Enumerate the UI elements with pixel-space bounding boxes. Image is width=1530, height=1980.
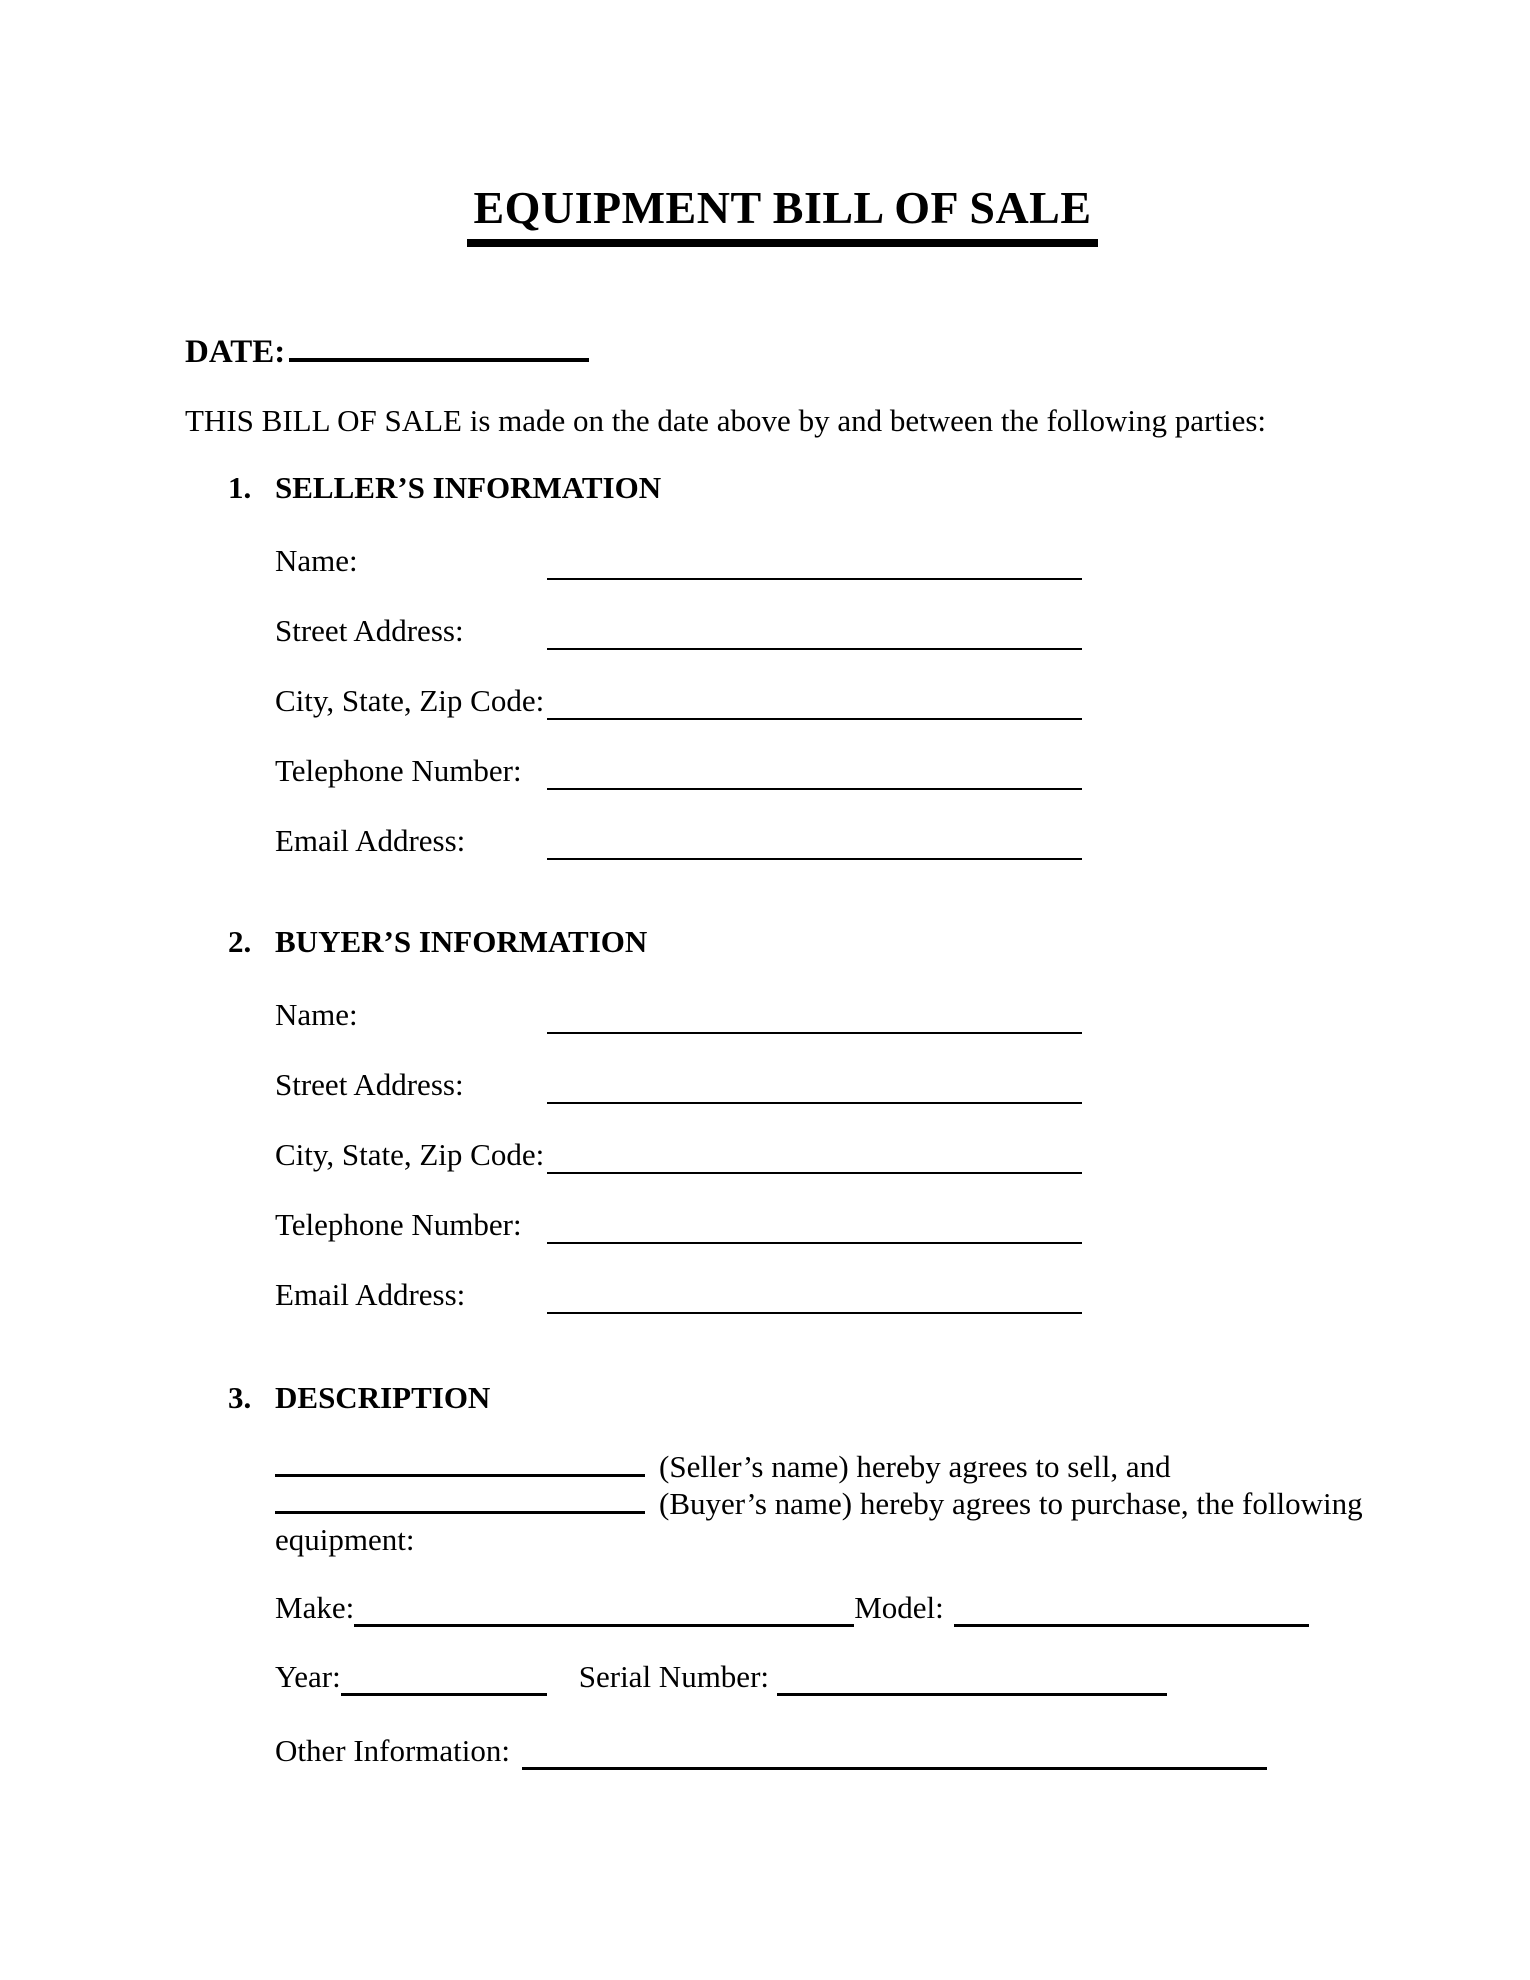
buyer-name-row <box>275 996 1380 1034</box>
seller-email-label: Email Address: <box>275 823 466 859</box>
seller-telephone-row <box>275 752 1380 790</box>
other-information-label: Other Information: <box>275 1733 511 1769</box>
seller-email-input-line[interactable] <box>547 824 1082 860</box>
buyer-telephone-input-line[interactable] <box>547 1208 1082 1244</box>
buyer-name-label: Name: <box>275 997 358 1033</box>
seller-street-row <box>275 612 1380 650</box>
buyer-telephone-label: Telephone Number: <box>275 1207 522 1243</box>
description-section-heading <box>228 1379 1380 1417</box>
year-label: Year: <box>275 1659 341 1695</box>
seller-name-input-line[interactable] <box>547 544 1082 580</box>
seller-street-input-line[interactable] <box>547 614 1082 650</box>
intro-paragraph: THIS BILL OF SALE is made on the date above by and between the following parties: <box>185 403 1267 439</box>
buyer-email-row <box>275 1276 1380 1314</box>
seller-telephone-label: Telephone Number: <box>275 753 522 789</box>
description-equipment-line <box>275 1522 1380 1558</box>
other-information-row <box>275 1732 1380 1770</box>
buyer-email-label: Email Address: <box>275 1277 466 1313</box>
make-model-row <box>275 1589 1380 1627</box>
description-buyer-name-input-line[interactable] <box>275 1485 645 1514</box>
buyer-city-row <box>275 1136 1380 1174</box>
date-row <box>185 328 1380 371</box>
make-input-line[interactable] <box>354 1592 854 1627</box>
seller-section-heading <box>228 469 1380 507</box>
model-label: Model: <box>854 1590 944 1626</box>
seller-telephone-input-line[interactable] <box>547 754 1082 790</box>
buyer-street-input-line[interactable] <box>547 1068 1082 1104</box>
seller-email-row <box>275 822 1380 860</box>
description-paragraph <box>275 1448 1380 1558</box>
document-title-wrap <box>185 180 1380 247</box>
year-input-line[interactable] <box>341 1661 547 1696</box>
seller-section-title: SELLER’S INFORMATION <box>275 470 662 506</box>
buyer-section-number: 2. <box>228 924 252 960</box>
seller-name-row <box>275 542 1380 580</box>
description-section-number: 3. <box>228 1380 252 1416</box>
description-seller-line-text: (Seller’s name) hereby agrees to sell, and <box>659 1449 1171 1485</box>
model-input-line[interactable] <box>954 1592 1309 1627</box>
date-label: DATE: <box>185 334 286 371</box>
buyer-telephone-row <box>275 1206 1380 1244</box>
buyer-street-row <box>275 1066 1380 1104</box>
serial-number-input-line[interactable] <box>777 1661 1167 1696</box>
document-title: EQUIPMENT BILL OF SALE <box>467 180 1097 247</box>
equipment-label: equipment: <box>275 1522 415 1558</box>
seller-section-number: 1. <box>228 470 252 506</box>
buyer-section-title: BUYER’S INFORMATION <box>275 924 648 960</box>
make-label: Make: <box>275 1590 355 1626</box>
other-information-input-line[interactable] <box>522 1735 1267 1770</box>
buyer-city-label: City, State, Zip Code: <box>275 1137 545 1173</box>
seller-city-label: City, State, Zip Code: <box>275 683 545 719</box>
seller-name-label: Name: <box>275 543 358 579</box>
buyer-section-heading <box>228 923 1380 961</box>
description-seller-name-input-line[interactable] <box>275 1448 645 1477</box>
seller-city-row <box>275 682 1380 720</box>
serial-number-label: Serial Number: <box>578 1659 770 1695</box>
description-seller-line <box>275 1448 1380 1485</box>
buyer-city-input-line[interactable] <box>547 1138 1082 1174</box>
buyer-street-label: Street Address: <box>275 1067 464 1103</box>
date-input-line[interactable] <box>289 328 589 362</box>
description-buyer-line-text: (Buyer’s name) hereby agrees to purchase, the following <box>659 1486 1363 1522</box>
buyer-name-input-line[interactable] <box>547 998 1082 1034</box>
seller-street-label: Street Address: <box>275 613 464 649</box>
seller-city-input-line[interactable] <box>547 684 1082 720</box>
buyer-email-input-line[interactable] <box>547 1278 1082 1314</box>
description-buyer-line <box>275 1485 1380 1522</box>
year-serial-row <box>275 1658 1380 1696</box>
description-section-title: DESCRIPTION <box>275 1380 491 1416</box>
